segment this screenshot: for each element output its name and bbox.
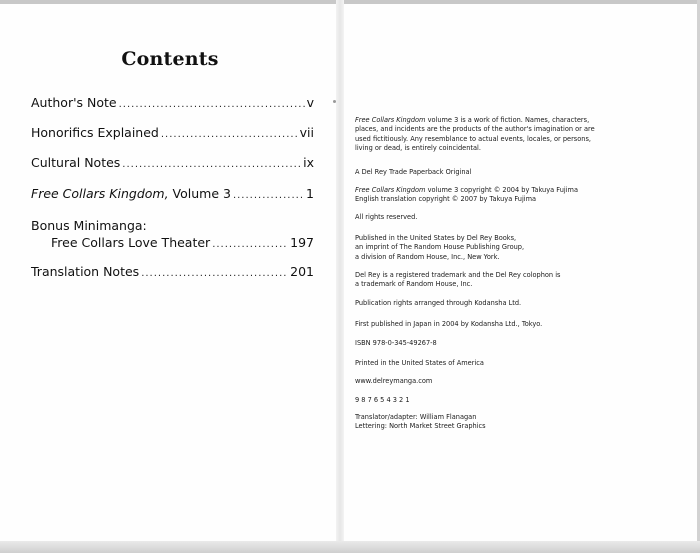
publisher-line-1: Published in the United States by Del Rey Books, — [355, 234, 517, 242]
toc-label-rest: Volume 3 — [168, 186, 231, 201]
contents-title: Contents — [121, 48, 219, 70]
toc-page-number: 201 — [290, 264, 314, 279]
toc-entry-love-theater — [51, 235, 314, 250]
disclaimer-text: volume 3 is a work of fiction. Names, characters, places, and incidents are the products of the author's imagination or are used fictitiously. Any resemblance to actual events, locales, or persons, living or dead, is entirely coincidental. — [355, 116, 595, 153]
toc-leader-dots — [122, 159, 301, 170]
translator-credit: Translator/adapter: William Flanagan — [355, 413, 477, 421]
copyright-book-title: Free Collars Kingdom — [355, 186, 426, 194]
toc-entry-volume-3 — [31, 186, 314, 201]
toc-label — [31, 186, 231, 201]
credits-block — [355, 413, 600, 432]
toc-page-number: v — [306, 95, 314, 110]
toc-entry-cultural-notes — [31, 155, 314, 170]
copyright-line-2: English translation copyright © 2007 by Takuya Fujima — [355, 195, 537, 204]
toc-heading-bonus-minimanga: Bonus Minimanga: — [31, 218, 147, 233]
publisher-line-3: a division of Random House, Inc., New York. — [355, 252, 500, 261]
toc-label-italic: Free Collars Kingdom, — [31, 186, 169, 201]
toc-entry-honorifics — [31, 125, 314, 140]
website: www.delreymanga.com — [355, 377, 433, 385]
page-top-edge — [0, 0, 700, 4]
toc-page-number: 197 — [290, 235, 314, 250]
page-bottom-edge — [0, 541, 700, 553]
print-line: 9 8 7 6 5 4 3 2 1 — [355, 396, 410, 404]
toc-leader-dots — [161, 129, 298, 140]
toc-leader-dots — [212, 239, 288, 250]
copyright-notice — [355, 186, 600, 205]
rights-reserved: All rights reserved. — [355, 213, 418, 221]
publication-rights: Publication rights arranged through Kodansha Ltd. — [355, 299, 522, 307]
toc-entry-authors-note — [31, 95, 314, 110]
fiction-disclaimer — [355, 116, 600, 154]
isbn: ISBN 978-0-345-49267-8 — [355, 339, 437, 347]
toc-page-number: vii — [299, 125, 314, 140]
toc-label: Honorifics Explained — [31, 125, 159, 140]
trademark-line-1: Del Rey is a registered trademark and the Del Rey colophon is — [355, 271, 561, 279]
printed-in: Printed in the United States of America — [355, 359, 484, 367]
book-gutter — [336, 0, 344, 553]
toc-label: Cultural Notes — [31, 155, 121, 170]
toc-label: Translation Notes — [31, 264, 140, 279]
edition-line: A Del Rey Trade Paperback Original — [355, 168, 472, 176]
disclaimer-book-title: Free Collars Kingdom — [355, 116, 426, 124]
toc-page-number: 1 — [306, 186, 314, 201]
toc-leader-dots — [233, 190, 304, 201]
trademark-block — [355, 271, 600, 290]
toc-leader-dots — [119, 99, 305, 110]
lettering-credit: Lettering: North Market Street Graphics — [355, 422, 486, 431]
margin-speck — [333, 100, 336, 103]
toc-leader-dots — [141, 268, 288, 279]
copyright-line-1: volume 3 copyright © 2004 by Takuya Fujima — [425, 186, 579, 194]
first-published: First published in Japan in 2004 by Kodansha Ltd., Tokyo. — [355, 320, 543, 328]
toc-entry-translation-notes — [31, 264, 314, 279]
publisher-block — [355, 234, 600, 262]
toc-page-number: ix — [303, 155, 314, 170]
toc-label: Free Collars Love Theater — [51, 235, 211, 250]
trademark-line-2: a trademark of Random House, Inc. — [355, 280, 473, 289]
publisher-line-2: an imprint of The Random House Publishing Group, — [355, 243, 525, 252]
toc-label: Author's Note — [31, 95, 117, 110]
